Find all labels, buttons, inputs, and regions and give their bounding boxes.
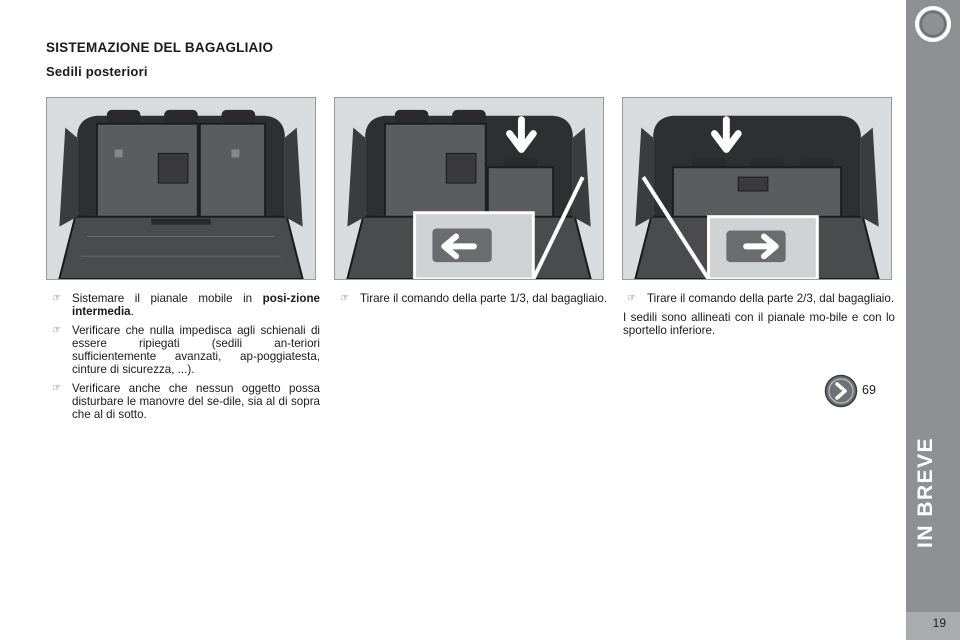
section-label: IN BREVE	[914, 436, 937, 548]
column-instructions-1	[48, 292, 320, 427]
column-instructions-2	[336, 292, 608, 311]
pointing-hand-icon: ☞	[340, 293, 349, 304]
illustration-fold-two-thirds	[622, 97, 892, 280]
page-reference-link[interactable]	[824, 374, 884, 410]
list-item: ☞ Tirare il comando della parte 2/3, dal bagagliaio.	[627, 292, 895, 305]
chevron-right-icon	[824, 374, 858, 408]
page-number: 19	[932, 616, 946, 630]
page-title: SISTEMAZIONE DEL BAGAGLIAIO	[46, 40, 274, 55]
reference-page-number: 69	[862, 383, 876, 397]
list-item: ☞ Sistemare il pianale mobile in posi-zione intermedia.	[52, 292, 320, 318]
section-sidebar	[906, 0, 960, 640]
page-number-box	[906, 612, 960, 640]
list-item: ☞ Verificare che nulla impedisca agli schienali di essere ripiegati (sedili an-teriori sufficientemente avanzati, ap-poggiatesta, cinture di sicurezza, ...).	[52, 324, 320, 376]
result-paragraph: I sedili sono allineati con il pianale mo-bile e con lo sportello inferiore.	[623, 311, 895, 337]
chapter-ring-icon	[913, 4, 953, 44]
section-subtitle: Sedili posteriori	[46, 64, 148, 79]
illustration-fold-one-third	[334, 97, 604, 280]
pointing-hand-icon: ☞	[627, 293, 636, 304]
list-item: ☞ Verificare anche che nessun oggetto possa disturbare le manovre del se-dile, sia al di sopra che al di sotto.	[52, 382, 320, 421]
column-instructions-3	[623, 292, 895, 337]
illustration-seats-upright	[46, 97, 316, 280]
pointing-hand-icon: ☞	[52, 293, 61, 304]
list-item: ☞ Tirare il comando della parte 1/3, dal bagagliaio.	[340, 292, 608, 305]
pointing-hand-icon: ☞	[52, 325, 61, 336]
pointing-hand-icon: ☞	[52, 383, 61, 394]
